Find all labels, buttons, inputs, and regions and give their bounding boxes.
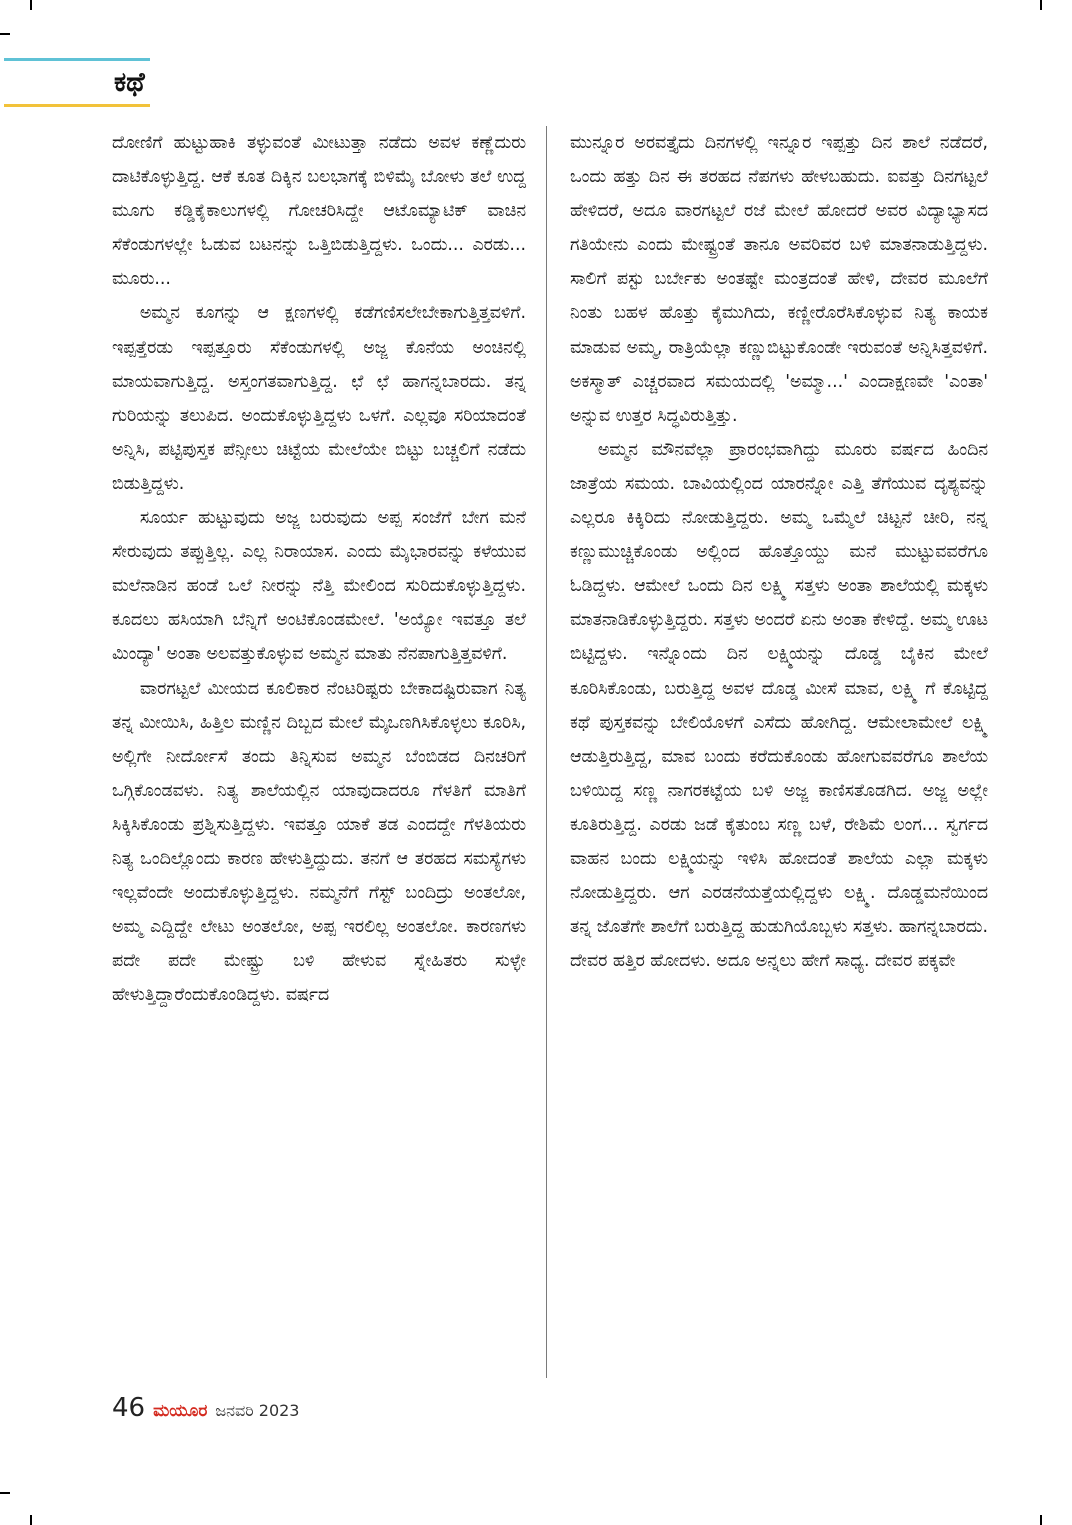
magazine-name: ಮಯೂರ — [153, 1401, 208, 1421]
section-rule-bottom — [4, 104, 150, 107]
page-footer — [112, 1393, 300, 1429]
paragraph: ದೋಣಿಗೆ ಹುಟ್ಟುಹಾಕಿ ತಳ್ಳುವಂತೆ ಮೀಟುತ್ತಾ ನಡೆದು ಅವಳ ಕಣ್ಣೆದುರು ದಾಟಿಕೊಳ್ಳುತ್ತಿದ್ದ. ಆಕೆ ಕೂತ ದಿಕ್ಕಿನ ಬಲಭಾಗಕ್ಕೆ ಬಿಳಿಮೈ ಬೋಳು ತಲೆ ಉದ್ದ ಮೂಗು ಕಡ್ಡಿಕೈಕಾಲುಗಳಲ್ಲಿ ಗೋಚರಿಸಿದ್ದೇ ಆಟೊಮ್ಯಾಟಿಕ್ ವಾಚಿನ ಸೆಕೆಂಡುಗಳಲ್ಲೇ ಓಡುವ ಬಟನನ್ನು ಒತ್ತಿಬಿಡುತ್ತಿದ್ದಳು. ಒಂದು... ಎರಡು... ಮೂರು... — [112, 133, 526, 290]
paragraph: ಸೂರ್ಯ ಹುಟ್ಟುವುದು ಅಜ್ಜ ಬರುವುದು ಅಪ್ಪ ಸಂಜೆಗೆ ಬೇಗ ಮನೆ ಸೇರುವುದು ತಪ್ಪುತ್ತಿಲ್ಲ. ಎಲ್ಲ ನಿರಾಯಾಸ. ಎಂದು ಮೈಭಾರವನ್ನು ಕಳೆಯುವ ಮಲೆನಾಡಿನ ಹಂಡೆ ಒಲೆ ನೀರನ್ನು ನೆತ್ತಿ ಮೇಲಿಂದ ಸುರಿದುಕೊಳ್ಳುತ್ತಿದ್ದಳು. ಕೂದಲು ಹಸಿಯಾಗಿ ಬೆನ್ನಿಗೆ ಅಂಟಿಕೊಂಡಮೇಲೆ. 'ಅಯ್ಯೋ ಇವತ್ತೂ ತಲೆ ಮಿಂದ್ಯಾ' ಅಂತಾ ಅಲವತ್ತುಕೊಳ್ಳುವ ಅಮ್ಮನ ಮಾತು ನೆನಪಾಗುತ್ತಿತ್ತವಳಿಗೆ. — [112, 508, 526, 665]
left-column — [112, 126, 526, 1012]
crop-mark — [30, 0, 32, 10]
crop-mark — [1040, 1515, 1042, 1525]
paragraph: ವಾರಗಟ್ಟಲೆ ಮೀಯದ ಕೂಲಿಕಾರ ನೆಂಟರಿಷ್ಟರು ಬೇಕಾದಷ್ಟಿರುವಾಗ ನಿತ್ಯ ತನ್ನ ಮೀಯಿಸಿ, ಹಿತ್ತಿಲ ಮಣ್ಣಿನ ದಿಬ್ಬದ ಮೇಲೆ ಮೈಒಣಗಿಸಿಕೊಳ್ಳಲು ಕೂರಿಸಿ, ಅಲ್ಲಿಗೇ ನೀರ್ದೋಸೆ ತಂದು ತಿನ್ನಿಸುವ ಅಮ್ಮನ ಬೆಂಬಿಡದ ದಿನಚರಿಗೆ ಒಗ್ಗಿಕೊಂಡವಳು. ನಿತ್ಯ ಶಾಲೆಯಲ್ಲಿನ ಯಾವುದಾದರೂ ಗೆಳತಿಗೆ ಮಾತಿಗೆ ಸಿಕ್ಕಿಸಿಕೊಂಡು ಪ್ರಶ್ನಿಸುತ್ತಿದ್ದಳು. ಇವತ್ತೂ ಯಾಕೆ ತಡ ಎಂದದ್ದೇ ಗೆಳತಿಯರು ನಿತ್ಯ ಒಂದಿಲ್ಲೊಂದು ಕಾರಣ ಹೇಳುತ್ತಿದ್ದುದು. ತನಗೆ ಆ ತರಹದ ಸಮಸ್ಯೆಗಳು ಇಲ್ಲವೆಂದೇ ಅಂದುಕೊಳ್ಳುತ್ತಿದ್ದಳು. ನಮ್ಮನೆಗೆ ಗೆಸ್ಟ್ ಬಂದಿದ್ರು ಅಂತಲೋ, ಅಮ್ಮ ಎದ್ದಿದ್ದೇ ಲೇಟು ಅಂತಲೋ, ಅಪ್ಪ ಇರಲಿಲ್ಲ ಅಂತಲೋ. ಕಾರಣಗಳು ಪದೇ ಪದೇ ಮೇಷ್ಟ್ರು ಬಳಿ ಹೇಳುವ ಸ್ನೇಹಿತರು ಸುಳ್ಳೇ ಹೇಳುತ್ತಿದ್ದಾರೆಂದುಕೊಂಡಿದ್ದಳು. ವರ್ಷದ — [112, 678, 526, 1006]
paragraph: ಅಮ್ಮನ ಕೂಗನ್ನು ಆ ಕ್ಷಣಗಳಲ್ಲಿ ಕಡೆಗಣಿಸಲೇಬೇಕಾಗುತ್ತಿತ್ತವಳಿಗೆ. ಇಪ್ಪತ್ತೆರಡು ಇಪ್ಪತ್ತೂರು ಸೆಕೆಂಡುಗಳಲ್ಲಿ ಅಜ್ಜ ಕೊನೆಯ ಅಂಚಿನಲ್ಲಿ ಮಾಯವಾಗುತ್ತಿದ್ದ. ಅಸ್ತಂಗತವಾಗುತ್ತಿದ್ದ. ಛೆ ಛೆ ಹಾಗನ್ನಬಾರದು. ತನ್ನ ಗುರಿಯನ್ನು ತಲುಪಿದ. ಅಂದುಕೊಳ್ಳುತ್ತಿದ್ದಳು ಒಳಗೆ. ಎಲ್ಲವೂ ಸರಿಯಾದಂತೆ ಅನ್ನಿಸಿ, ಪಟ್ಟಿಪುಸ್ತಕ ಪೆನ್ಸೀಲು ಚಿಟ್ಟೆಯ ಮೇಲೆಯೇ ಬಿಟ್ಟು ಬಚ್ಚಲಿಗೆ ನಡೆದು ಬಿಡುತ್ತಿದ್ದಳು. — [112, 303, 526, 494]
issue-date: ಜನವರಿ 2023 — [215, 1401, 300, 1420]
page-number: 46 — [112, 1393, 146, 1423]
crop-mark — [1040, 0, 1042, 10]
section-title: ಕಥೆ — [114, 67, 145, 98]
crop-mark — [0, 1492, 10, 1494]
crop-mark — [0, 33, 10, 35]
column-divider — [546, 126, 547, 1378]
crop-mark — [30, 1515, 32, 1525]
paragraph: ಮುನ್ನೂರ ಅರವತ್ತೈದು ದಿನಗಳಲ್ಲಿ ಇನ್ನೂರ ಇಪ್ಪತ್ತು ದಿನ ಶಾಲೆ ನಡೆದರೆ, ಒಂದು ಹತ್ತು ದಿನ ಈ ತರಹದ ನೆಪಗಳು ಹೇಳಬಹುದು. ಐವತ್ತು ದಿನಗಟ್ಟಲೆ ಹೇಳಿದರೆ, ಅದೂ ವಾರಗಟ್ಟಲೆ ರಜೆ ಮೇಲೆ ಹೋದರೆ ಅವರ ವಿದ್ಯಾಭ್ಯಾಸದ ಗತಿಯೇನು ಎಂದು ಮೇಷ್ಟ್ರಂತೆ ತಾನೂ ಅವರಿವರ ಬಳಿ ಮಾತನಾಡುತ್ತಿದ್ದಳು. ಸಾಲಿಗೆ ಪಸ್ಟು ಬರ್ಬೇಕು ಅಂತಷ್ಟೇ ಮಂತ್ರದಂತೆ ಹೇಳಿ, ದೇವರ ಮೂಲೆಗೆ ನಿಂತು ಬಹಳ ಹೊತ್ತು ಕೈಮುಗಿದು, ಕಣ್ಣೀರೊರೆಸಿಕೊಳ್ಳುವ ನಿತ್ಯ ಕಾಯಕ ಮಾಡುವ ಅಮ್ಮ, ರಾತ್ರಿಯೆಲ್ಲಾ ಕಣ್ಣುಬಿಟ್ಟುಕೊಂಡೇ ಇರುವಂತೆ ಅನ್ನಿಸಿತ್ತವಳಿಗೆ. ಅಕಸ್ಮಾತ್ ಎಚ್ಚರವಾದ ಸಮಯದಲ್ಲಿ 'ಅಮ್ಮಾ...' ಎಂದಾಕ್ಷಣವೇ 'ಎಂತಾ' ಅನ್ನುವ ಉತ್ತರ ಸಿದ್ಧವಿರುತ್ತಿತ್ತು. — [570, 133, 988, 426]
section-rule-top — [4, 58, 150, 61]
paragraph: ಅಮ್ಮನ ಮೌನವೆಲ್ಲಾ ಪ್ರಾರಂಭವಾಗಿದ್ದು ಮೂರು ವರ್ಷದ ಹಿಂದಿನ ಜಾತ್ರೆಯ ಸಮಯ. ಬಾವಿಯಲ್ಲಿಂದ ಯಾರನ್ನೋ ಎತ್ತಿ ತೆಗೆಯುವ ದೃಶ್ಯವನ್ನು ಎಲ್ಲರೂ ಕಿಕ್ಕಿರಿದು ನೋಡುತ್ತಿದ್ದರು. ಅಮ್ಮ ಒಮ್ಮೆಲೆ ಚಿಟ್ಟನೆ ಚೀರಿ, ನನ್ನ ಕಣ್ಣುಮುಚ್ಚಿಕೊಂಡು ಅಲ್ಲಿಂದ ಹೊತ್ತೊಯ್ದು ಮನೆ ಮುಟ್ಟುವವರೆಗೂ ಓಡಿದ್ದಳು. ಆಮೇಲೆ ಒಂದು ದಿನ ಲಕ್ಷ್ಮಿ ಸತ್ತಳು ಅಂತಾ ಶಾಲೆಯಲ್ಲಿ ಮಕ್ಕಳು ಮಾತನಾಡಿಕೊಳ್ಳುತ್ತಿದ್ದರು. ಸತ್ತಳು ಅಂದರೆ ಏನು ಅಂತಾ ಕೇಳಿದ್ದೆ. ಅಮ್ಮ ಊಟ ಬಿಟ್ಟಿದ್ದಳು. ಇನ್ನೊಂದು ದಿನ ಲಕ್ಷ್ಮಿಯನ್ನು ದೊಡ್ಡ ಬೈಕಿನ ಮೇಲೆ ಕೂರಿಸಿಕೊಂಡು, ಬರುತ್ತಿದ್ದ ಅವಳ ದೊಡ್ಡ ಮೀಸೆ ಮಾವ, ಲಕ್ಷ್ಮಿ ಗೆ ಕೊಟ್ಟಿದ್ದ ಕಥೆ ಪುಸ್ತಕವನ್ನು ಬೇಲಿಯೊಳಗೆ ಎಸೆದು ಹೋಗಿದ್ದ. ಆಮೇಲಾಮೇಲೆ ಲಕ್ಷ್ಮಿ ಆಡುತ್ತಿರುತ್ತಿದ್ದ, ಮಾವ ಬಂದು ಕರೆದುಕೊಂಡು ಹೋಗುವವರೆಗೂ ಶಾಲೆಯ ಬಳಿಯಿದ್ದ ಸಣ್ಣ ನಾಗರಕಟ್ಟೆಯ ಬಳಿ ಅಜ್ಜ ಕಾಣಿಸತೊಡಗಿದ. ಅಜ್ಜ ಅಲ್ಲೇ ಕೂತಿರುತ್ತಿದ್ದ. ಎರಡು ಜಡೆ ಕೈತುಂಬ ಸಣ್ಣ ಬಳೆ, ರೇಶಿಮೆ ಲಂಗ... ಸ್ವರ್ಗದ ವಾಹನ ಬಂದು ಲಕ್ಷ್ಮಿಯನ್ನು ಇಳಿಸಿ ಹೋದಂತೆ ಶಾಲೆಯ ಎಲ್ಲಾ ಮಕ್ಕಳು ನೋಡುತ್ತಿದ್ದರು. ಆಗ ಎರಡನೆಯತ್ತೆಯಲ್ಲಿದ್ದಳು ಲಕ್ಷ್ಮಿ. ದೊಡ್ಡಮನೆಯಿಂದ ತನ್ನ ಜೊತೆಗೇ ಶಾಲೆಗೆ ಬರುತ್ತಿದ್ದ ಹುಡುಗಿಯೊಬ್ಬಳು ಸತ್ತಳು. ಹಾಗನ್ನಬಾರದು. ದೇವರ ಹತ್ತಿರ ಹೋದಳು. ಅದೂ ಅನ್ನಲು ಹೇಗೆ ಸಾಧ್ಯ. ದೇವರ ಪಕ್ಕವೇ — [570, 439, 988, 972]
right-column — [570, 126, 988, 978]
